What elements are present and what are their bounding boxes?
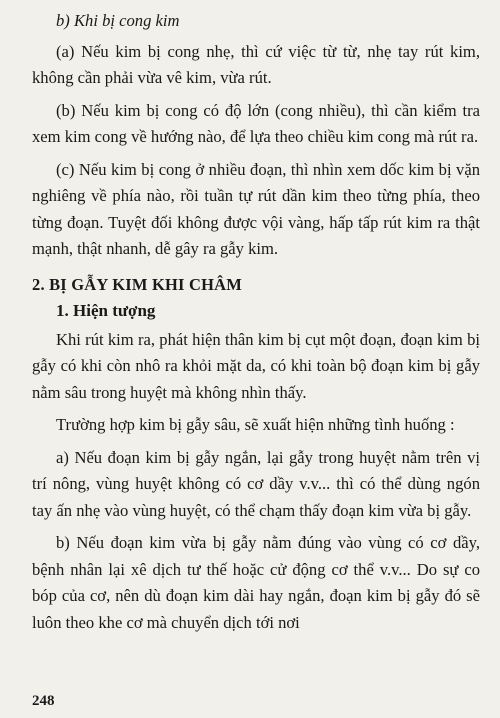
subsection-heading: 1. Hiện tượng bbox=[56, 300, 156, 320]
paragraph-b: (b) Nếu kim bị cong có độ lớn (cong nhiều), thì cần kiểm tra xem kim cong về hướng nào, để lựa theo chiều kim cong mà rút ra. bbox=[32, 100, 480, 146]
page-number: 248 bbox=[32, 693, 55, 709]
paragraph-1: Khi rút kim ra, phát hiện thân kim bị cụt một đoạn, đoạn kim bị gẫy có khi còn nhô ra khỏi mặt da, có khi toàn bộ đoạn kim bị gẫy nằm sâu trong huyệt mà không nhìn thấy. bbox=[32, 329, 480, 402]
paragraph-4: b) Nếu đoạn kim vừa bị gẫy nằm đúng vào vùng có cơ dầy, bệnh nhân lại xê dịch tư thế hoặc cử động cơ thể v.v... Do sự co bóp của cơ, nên dù đoạn kim dài hay ngắn, đoạn kim bị gẫy đó sẽ luôn theo khe cơ mà chuyển dịch tới nơi bbox=[32, 533, 480, 632]
section-heading: 2. BỊ GẪY KIM KHI CHÂM bbox=[32, 274, 243, 294]
paragraph-c: (c) Nếu kim bị cong ở nhiều đoạn, thì nhìn xem dốc kim bị vặn nghiêng về phía nào, rồi tuần tự rút dần kim theo từng phía, theo từng đoạn. Tuyệt đối không được vội vàng, hấp tấp rút kim ra thật mạnh, thật nhanh, dễ gây ra gẫy kim. bbox=[32, 159, 480, 258]
paragraph-2: Trường hợp kim bị gẫy sâu, sẽ xuất hiện những tình huống : bbox=[56, 415, 455, 434]
subsection-title: b) Khi bị cong kim bbox=[56, 11, 180, 30]
paragraph-3: a) Nếu đoạn kim bị gẫy ngắn, lại gẫy trong huyệt nằm trên vị trí nông, vùng huyệt không có cơ dầy v.v... thì có thể dùng ngón tay ấn nhẹ vào vùng huyệt, có thể chạm thấy đoạn kim vừa bị gẫy. bbox=[32, 447, 480, 520]
paragraph-a: (a) Nếu kim bị cong nhẹ, thì cứ việc từ từ, nhẹ tay rút kim, không cần phải vừa vê kim, vừa rút. bbox=[32, 41, 480, 87]
